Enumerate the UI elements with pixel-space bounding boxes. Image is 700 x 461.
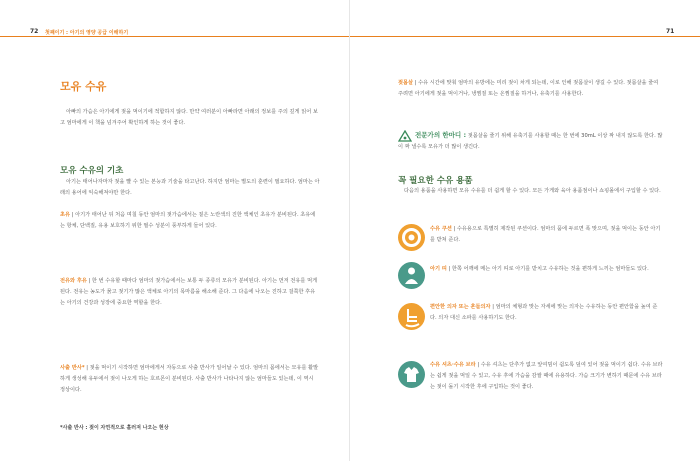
supplies-title: 꼭 필요한 수유 용품: [398, 176, 473, 186]
item-label: 아기 띠: [430, 266, 447, 272]
right-page: [350, 0, 700, 461]
term-letdown: 사출 반사* | 젖을 먹이기 시작하면 엄마에게서 자동으로 사출 반사가 일어날 수 있다. 엄마의 몸에서는 모유를 활발하게 생성해 유두에서 젖이 나오게 하는 호르몬이 분비된다. 사출 반사가 나타나지 않는 엄마들도 있는데, 이 역시 정상이다.: [60, 365, 319, 393]
baby-sling-icon: [398, 262, 425, 289]
term-label: 사출 반사*: [60, 365, 85, 371]
expert-tip: [398, 130, 663, 153]
item-rocking-chair: 편안한 의자 또는 흔들의자 | 엄마의 체형과 맞는 자세에 맞는 의자는 수유하는 동안 편안함을 높여 준다. 의자 대신 소파를 사용하기도 한다.: [430, 304, 658, 321]
item-nursing-shirt: 수유 셔츠·수유 브라 | 수유 셔츠는 단추가 없고 앞여밈이 쉽도록 덮여 있어 젖을 먹이기 쉽다. 수유 브라는 쉽게 젖을 먹일 수 있고, 수유 후에 가슴을 감쌀 때에 유용하다. 가슴 크기가 변하기 때문에 수유 브라는 젖이 돌기 시작한 후에 구입하는 것이 좋다.: [430, 362, 663, 390]
intro-paragraph: 아빠의 가슴은 아기에게 젖을 먹이기에 적합하지 않다. 만약 여러분이 아빠라면 아래의 정보를 주의 깊게 읽어 보고 엄마에게 이 책을 넘겨주어 확인하게 하는 것이 좋다.: [60, 109, 318, 126]
term-text: 한 번 수유할 때마다 엄마의 젖가슴에서는 보통 두 종류의 모유가 분비된다. 아기는 먼저 전유를 먹게 된다. 전유는 농도가 묽고 젖기가 많은 액체로 아기의 목마름을 해소해 준다. 그 다음에 나오는 진하고 걸쭉한 후유는 아기의 건강과 성장에 중요한 역할을 한다.: [60, 278, 318, 306]
term-colostrum: 초유 | 아기가 태어난 뒤 처음 며칠 동안 엄마의 젖가슴에서는 짙은 노란색의 진한 액체인 초유가 분비된다. 초유에는 항체, 단백질, 유용 보호하기 위한 필수 성분이 풍부하게 들어 있다.: [60, 212, 316, 229]
nursing-pillow-icon: [398, 224, 425, 251]
item-desc: 수유용으로 특별히 제작된 쿠션이다. 엄마의 품에 두르면 폭 맞으며, 젖을 먹이는 동안 아기를 받쳐 준다.: [430, 226, 661, 243]
item-nursing-pillow: 수유 쿠션 | 수유용으로 특별히 제작된 쿠션이다. 엄마의 품에 두르면 폭 맞으며, 젖을 먹이는 동안 아기를 받쳐 준다.: [430, 226, 661, 243]
nursing-shirt-icon: [398, 361, 425, 388]
left-page-number: 72: [30, 28, 39, 35]
term-engorgement: 젖몸살 | 수유 시간에 맞춰 엄마의 유방에는 미리 젖이 차게 되는데, 이로 인해 젖몸살이 생길 수 있다. 젖몸살을 줄여 주려면 아기에게 젖을 먹이거나, 냉찜질 또는 온찜질을 하거나, 유축기를 사용한다.: [398, 80, 659, 97]
item-label: 수유 쿠션: [430, 226, 452, 232]
term-label: 전유와 후유: [60, 278, 87, 284]
item-label: 수유 셔츠·수유 브라: [430, 362, 476, 368]
right-header-rule: [350, 36, 700, 37]
right-page-number: 71: [666, 28, 675, 35]
term-label: 젖몸살: [398, 80, 414, 86]
item-label: 편안한 의자 또는 흔들의자: [430, 304, 491, 310]
item-desc: 수유 셔츠는 단추가 없고 앞여밈이 쉽도록 덮여 있어 젖을 먹이기 쉽다. 수유 브라는 쉽게 젖을 먹일 수 있고, 수유 후에 가슴을 감쌀 때에 유용하다. 가슴 크기가 변하기 때문에 수유 브라는 젖이 돌기 시작한 후에 구입하는 것이 좋다.: [430, 362, 663, 390]
footnote: *사출 반사 : 젖이 자연적으로 흘러져 나오는 현상: [60, 425, 169, 431]
term-foremilk: 전유와 후유 | 한 번 수유할 때마다 엄마의 젖가슴에서는 보통 두 종류의 모유가 분비된다. 아기는 먼저 전유를 먹게 된다. 전유는 농도가 묽고 젖기가 많은 액체로 아기의 목마름을 해소해 준다. 그 다음에 나오는 진하고 걸쭉한 후유는 아기의 건강과 성장에 중요한 역할을 한다.: [60, 278, 318, 306]
term-text: 수유 시간에 맞춰 엄마의 유방에는 미리 젖이 차게 되는데, 이로 인해 젖몸살이 생길 수 있다. 젖몸살을 줄여 주려면 아기에게 젖을 먹이거나, 냉찜질 또는 온찜질을 하거나, 유축기를 사용한다.: [398, 80, 659, 97]
left-header-title: 첫째이기 : 아기의 영양 공급 이해하기: [45, 30, 129, 36]
term-text: 아기가 태어난 뒤 처음 며칠 동안 엄마의 젖가슴에서는 짙은 노란색의 진한 액체인 초유가 분비된다. 초유에는 항체, 단백질, 유용 보호하기 위한 필수 성분이 풍부하게 들어 있다.: [60, 212, 316, 229]
left-header-rule: [0, 36, 350, 37]
tip-text: 젖몸살을 줄기 위해 유축기를 사용할 때는 한 번에 30mL 이상 짜 내지 않도록 한다. 많이 짜 낼수록 모유가 더 많이 생긴다.: [398, 133, 663, 150]
term-text: 젖을 먹이기 시작하면 엄마에게서 자동으로 사출 반사가 일어날 수 있다. 엄마의 몸에서는 모유를 활발하게 생성해 유두에서 젖이 나오게 하는 호르몬이 분비된다. 사출 반사가 나타나지 않는 엄마들도 있는데, 이 역시 정상이다.: [60, 365, 319, 393]
term-label: 초유: [60, 212, 71, 218]
item-baby-sling: 아기 띠 | 한쪽 어깨에 메는 아기 띠로 아기를 받치고 수유하는 것을 편하게 느끼는 엄마들도 있다.: [430, 266, 649, 272]
section-title: 모유 수유: [60, 80, 107, 93]
supplies-intro: 다음의 용품을 사용하면 모유 수유를 더 쉽게 할 수 있다. 모든 가게와 육아 용품점이나 쇼핑몰에서 구입할 수 있다.: [404, 188, 661, 194]
item-desc: 엄마의 체형과 맞는 자세에 맞는 의자는 수유하는 동안 편안함을 높여 준다. 의자 대신 소파를 사용하기도 한다.: [430, 304, 658, 321]
tip-label: 전문가의 한마디 :: [415, 131, 467, 139]
basics-paragraph: 아기는 태어나자마자 젖을 빨 수 있는 본능과 기술을 타고난다. 하지만 엄마는 별도의 훈련이 필요하다. 엄마는 아래의 용어에 익숙해져야만 한다.: [60, 179, 320, 196]
rocking-chair-icon: [398, 303, 425, 330]
item-desc: 한쪽 어깨에 메는 아기 띠로 아기를 받치고 수유하는 것을 편하게 느끼는 엄마들도 있다.: [451, 266, 649, 272]
subsection-title: 모유 수유의 기초: [60, 166, 124, 176]
